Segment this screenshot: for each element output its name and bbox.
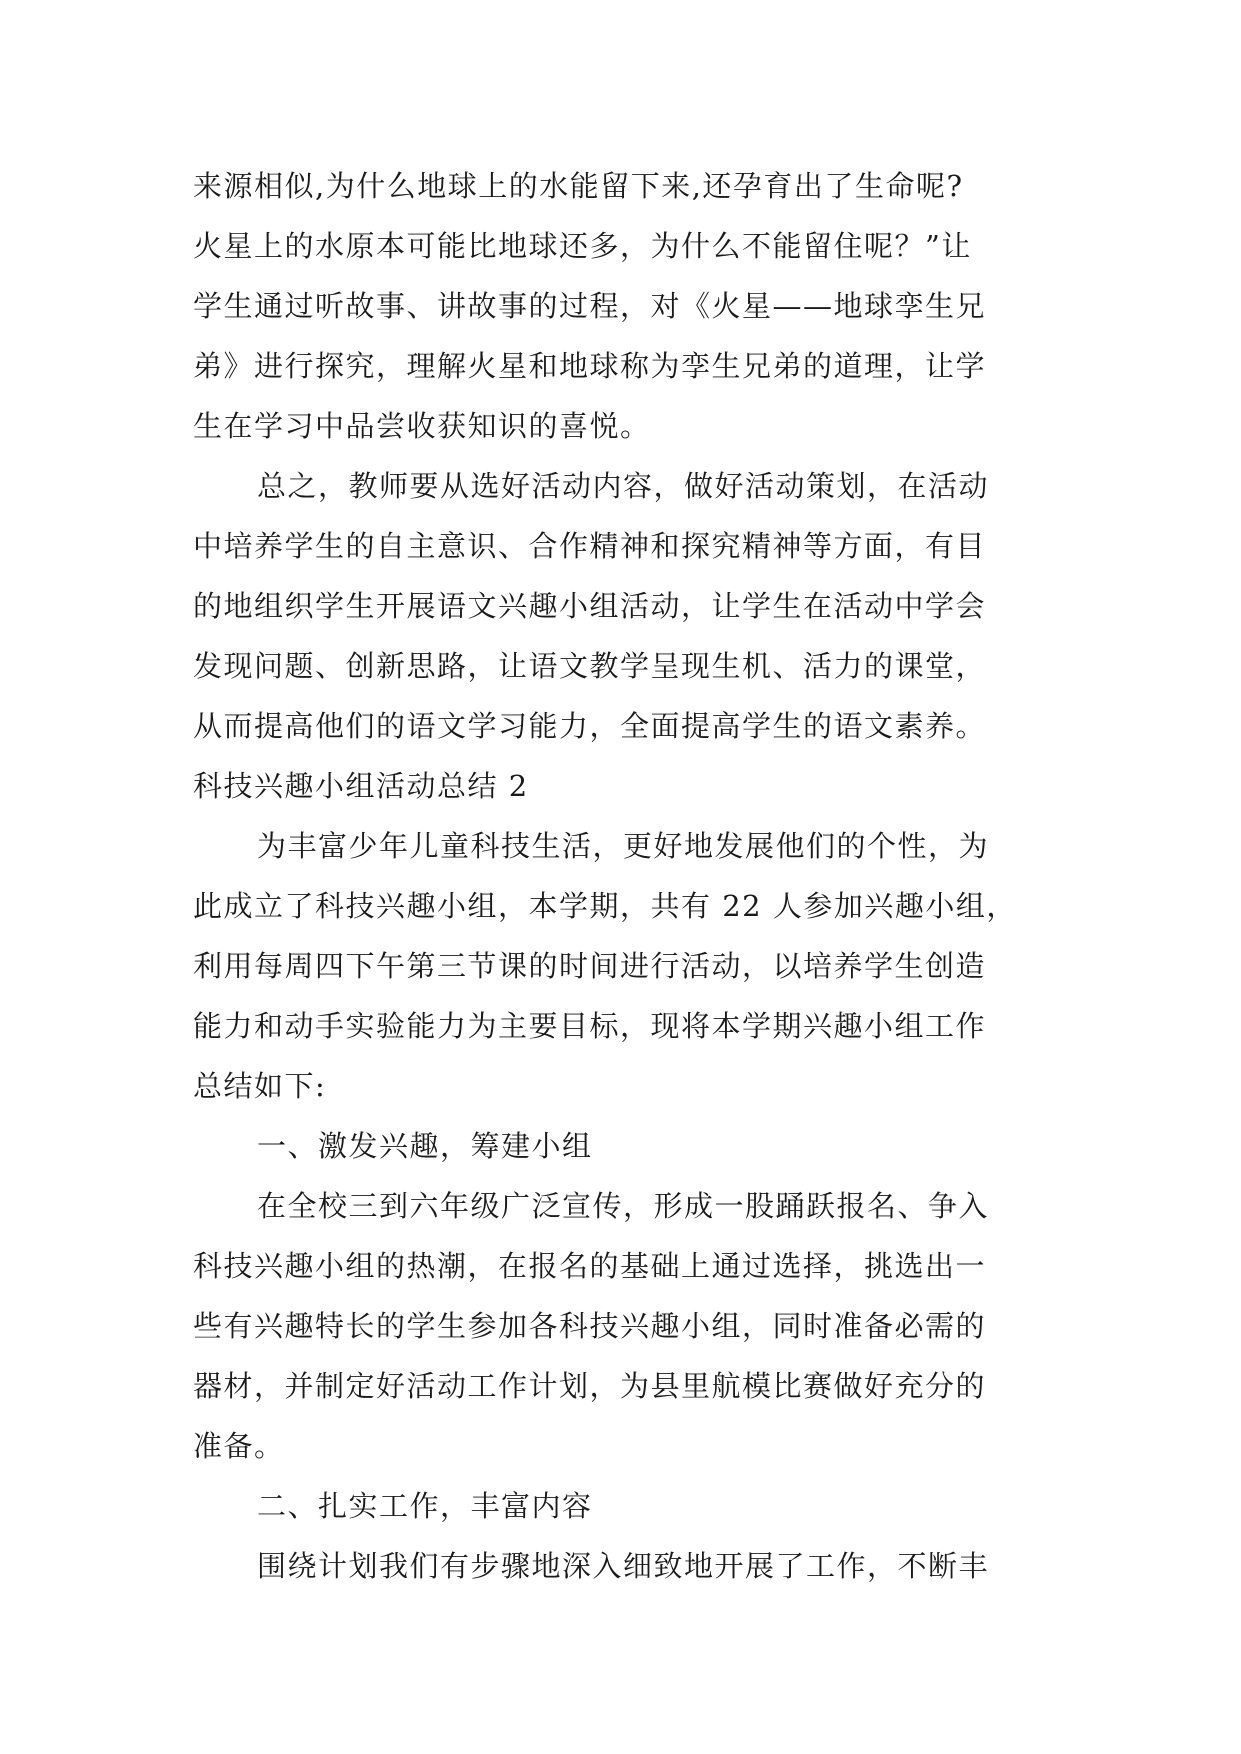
text-line: 从而提高他们的语文学习能力，全面提高学生的语文素养。 xyxy=(193,709,987,743)
text-line: 利用每周四下午第三节课的时间进行活动，以培养学生创造 xyxy=(193,949,987,983)
text-line: 些有兴趣特长的学生参加各科技兴趣小组，同时准备必需的 xyxy=(193,1309,987,1343)
text-line: 总结如下: xyxy=(193,1069,327,1103)
section-heading: 科技兴趣小组活动总结 2 xyxy=(193,769,529,803)
text-line: 学生通过听故事、讲故事的过程，对《火星——地球孪生兄 xyxy=(193,289,987,323)
subheading-line: 一、激发兴趣，筹建小组 xyxy=(257,1129,593,1163)
text-line: 能力和动手实验能力为主要目标，现将本学期兴趣小组工作 xyxy=(193,1009,987,1043)
text-line: 的地组织学生开展语文兴趣小组活动，让学生在活动中学会 xyxy=(193,589,987,623)
text-line: 中培养学生的自主意识、合作精神和探究精神等方面，有目 xyxy=(193,529,987,563)
paragraph-start-line: 在全校三到六年级广泛宣传，形成一股踊跃报名、争入 xyxy=(257,1189,990,1223)
text-line: 器材，并制定好活动工作计划，为县里航模比赛做好充分的 xyxy=(193,1369,987,1403)
text-line: 发现问题、创新思路，让语文教学呈现生机、活力的课堂， xyxy=(193,649,987,683)
text-line: 此成立了科技兴趣小组，本学期，共有 22 人参加兴趣小组， xyxy=(193,889,1017,923)
text-line: 准备。 xyxy=(193,1429,285,1463)
text-line: 来源相似,为什么地球上的水能留下来,还孕育出了生命呢? xyxy=(193,169,964,203)
subheading-line: 二、扎实工作，丰富内容 xyxy=(257,1489,593,1523)
paragraph-start-line: 围绕计划我们有步骤地深入细致地开展了工作，不断丰 xyxy=(257,1549,990,1583)
text-line: 弟》进行探究，理解火星和地球称为孪生兄弟的道理，让学 xyxy=(193,349,987,383)
document-body xyxy=(193,156,1053,1596)
text-line: 火星上的水原本可能比地球还多，为什么不能留住呢？”让 xyxy=(193,229,972,263)
text-line: 科技兴趣小组的热潮，在报名的基础上通过选择，挑选出一 xyxy=(193,1249,987,1283)
paragraph-start-line: 为丰富少年儿童科技生活，更好地发展他们的个性，为 xyxy=(257,829,990,863)
text-line: 生在学习中品尝收获知识的喜悦。 xyxy=(193,409,651,443)
paragraph-start-line: 总之，教师要从选好活动内容，做好活动策划，在活动 xyxy=(257,469,990,503)
